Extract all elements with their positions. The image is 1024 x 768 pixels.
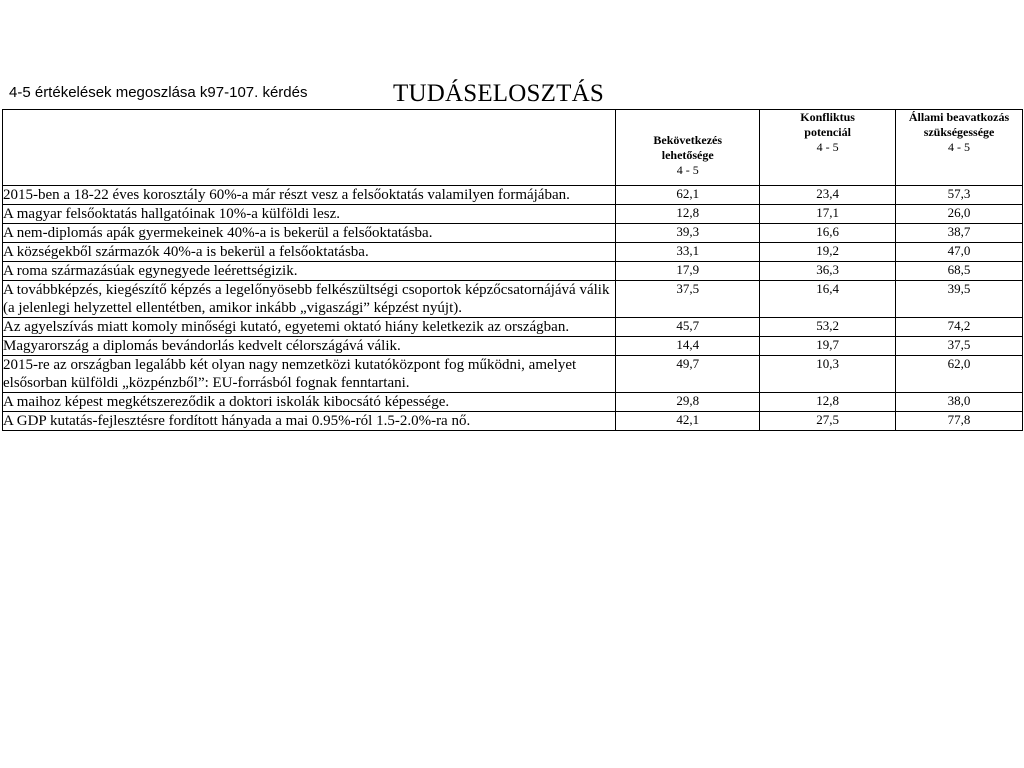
header-scale: 4 - 5 (816, 140, 839, 154)
row-value: 10,3 (760, 356, 896, 393)
table-row (3, 356, 1023, 393)
header-scale: 4 - 5 (676, 163, 699, 177)
table-row (3, 205, 1023, 224)
row-value: 27,5 (760, 412, 896, 431)
subtitle: 4-5 értékelések megoszlása k97-107. kérdés (9, 84, 308, 101)
table-row (3, 412, 1023, 431)
row-value: 33,1 (616, 243, 760, 262)
header-allami (896, 110, 1023, 186)
header-empty-cell (3, 110, 616, 186)
header-line: lehetősége (661, 148, 714, 162)
row-value: 26,0 (896, 205, 1023, 224)
row-value: 62,0 (896, 356, 1023, 393)
row-value: 12,8 (616, 205, 760, 224)
row-value: 49,7 (616, 356, 760, 393)
row-value: 57,3 (896, 186, 1023, 205)
row-label: Az agyelszívás miatt komoly minőségi kutató, egyetemi oktató hiány keletkezik az országban. (3, 318, 616, 337)
row-value: 74,2 (896, 318, 1023, 337)
row-value: 42,1 (616, 412, 760, 431)
row-value: 45,7 (616, 318, 760, 337)
table-row (3, 337, 1023, 356)
table-row (3, 186, 1023, 205)
table-row (3, 281, 1023, 318)
row-value: 38,7 (896, 224, 1023, 243)
table-row (3, 243, 1023, 262)
row-value: 37,5 (616, 281, 760, 318)
row-value: 36,3 (760, 262, 896, 281)
row-label: A roma származásúak egynegyede leérettségizik. (3, 262, 616, 281)
row-value: 19,2 (760, 243, 896, 262)
row-value: 12,8 (760, 393, 896, 412)
row-label: A továbbképzés, kiegészítő képzés a legelőnyösebb felkészültségi csoportok képzőcsatornájává válik (a jelenlegi helyzettel ellentétben, amikor inkább „vigaszági” képzést nyújt). (3, 281, 616, 318)
row-label: 2015-ben a 18-22 éves korosztály 60%-a már részt vesz a felsőoktatás valamilyen formájában. (3, 186, 616, 205)
row-value: 62,1 (616, 186, 760, 205)
header-line: Konfliktus (800, 110, 855, 124)
row-value: 68,5 (896, 262, 1023, 281)
page-title: TUDÁSELOSZTÁS (393, 80, 604, 107)
row-value: 29,8 (616, 393, 760, 412)
row-label: A maihoz képest megkétszereződik a doktori iskolák kibocsátó képessége. (3, 393, 616, 412)
table-row (3, 224, 1023, 243)
row-value: 17,1 (760, 205, 896, 224)
row-value: 14,4 (616, 337, 760, 356)
row-value: 19,7 (760, 337, 896, 356)
header-line: szükségessége (923, 125, 995, 139)
row-label: 2015-re az országban legalább két olyan nagy nemzetközi kutatóközpont fog működni, amelyet elsősorban külföldi „közpénzből”: EU-forrásból fognak fenntartani. (3, 356, 616, 393)
header-line: Bekövetkezés (653, 133, 723, 147)
row-value: 37,5 (896, 337, 1023, 356)
row-label: A magyar felsőoktatás hallgatóinak 10%-a külföldi lesz. (3, 205, 616, 224)
header-konfliktus (760, 110, 896, 186)
header-scale: 4 - 5 (948, 140, 971, 154)
header-line: potenciál (804, 125, 851, 139)
row-value: 39,3 (616, 224, 760, 243)
data-table (2, 109, 1023, 431)
row-label: Magyarország a diplomás bevándorlás kedvelt célországává válik. (3, 337, 616, 356)
table-header-row (3, 110, 1023, 186)
row-value: 39,5 (896, 281, 1023, 318)
row-value: 17,9 (616, 262, 760, 281)
table-row (3, 262, 1023, 281)
row-label: A nem-diplomás apák gyermekeinek 40%-a is bekerül a felsőoktatásba. (3, 224, 616, 243)
row-label: A GDP kutatás-fejlesztésre fordított hányada a mai 0.95%-ról 1.5-2.0%-ra nő. (3, 412, 616, 431)
row-value: 38,0 (896, 393, 1023, 412)
row-value: 77,8 (896, 412, 1023, 431)
row-value: 47,0 (896, 243, 1023, 262)
row-value: 16,6 (760, 224, 896, 243)
header-line: Állami beavatkozás (908, 110, 1010, 124)
table-row (3, 393, 1023, 412)
row-label: A községekből származók 40%-a is bekerül a felsőoktatásba. (3, 243, 616, 262)
table-row (3, 318, 1023, 337)
row-value: 23,4 (760, 186, 896, 205)
header-bekovetkezes (616, 110, 760, 186)
row-value: 16,4 (760, 281, 896, 318)
row-value: 53,2 (760, 318, 896, 337)
